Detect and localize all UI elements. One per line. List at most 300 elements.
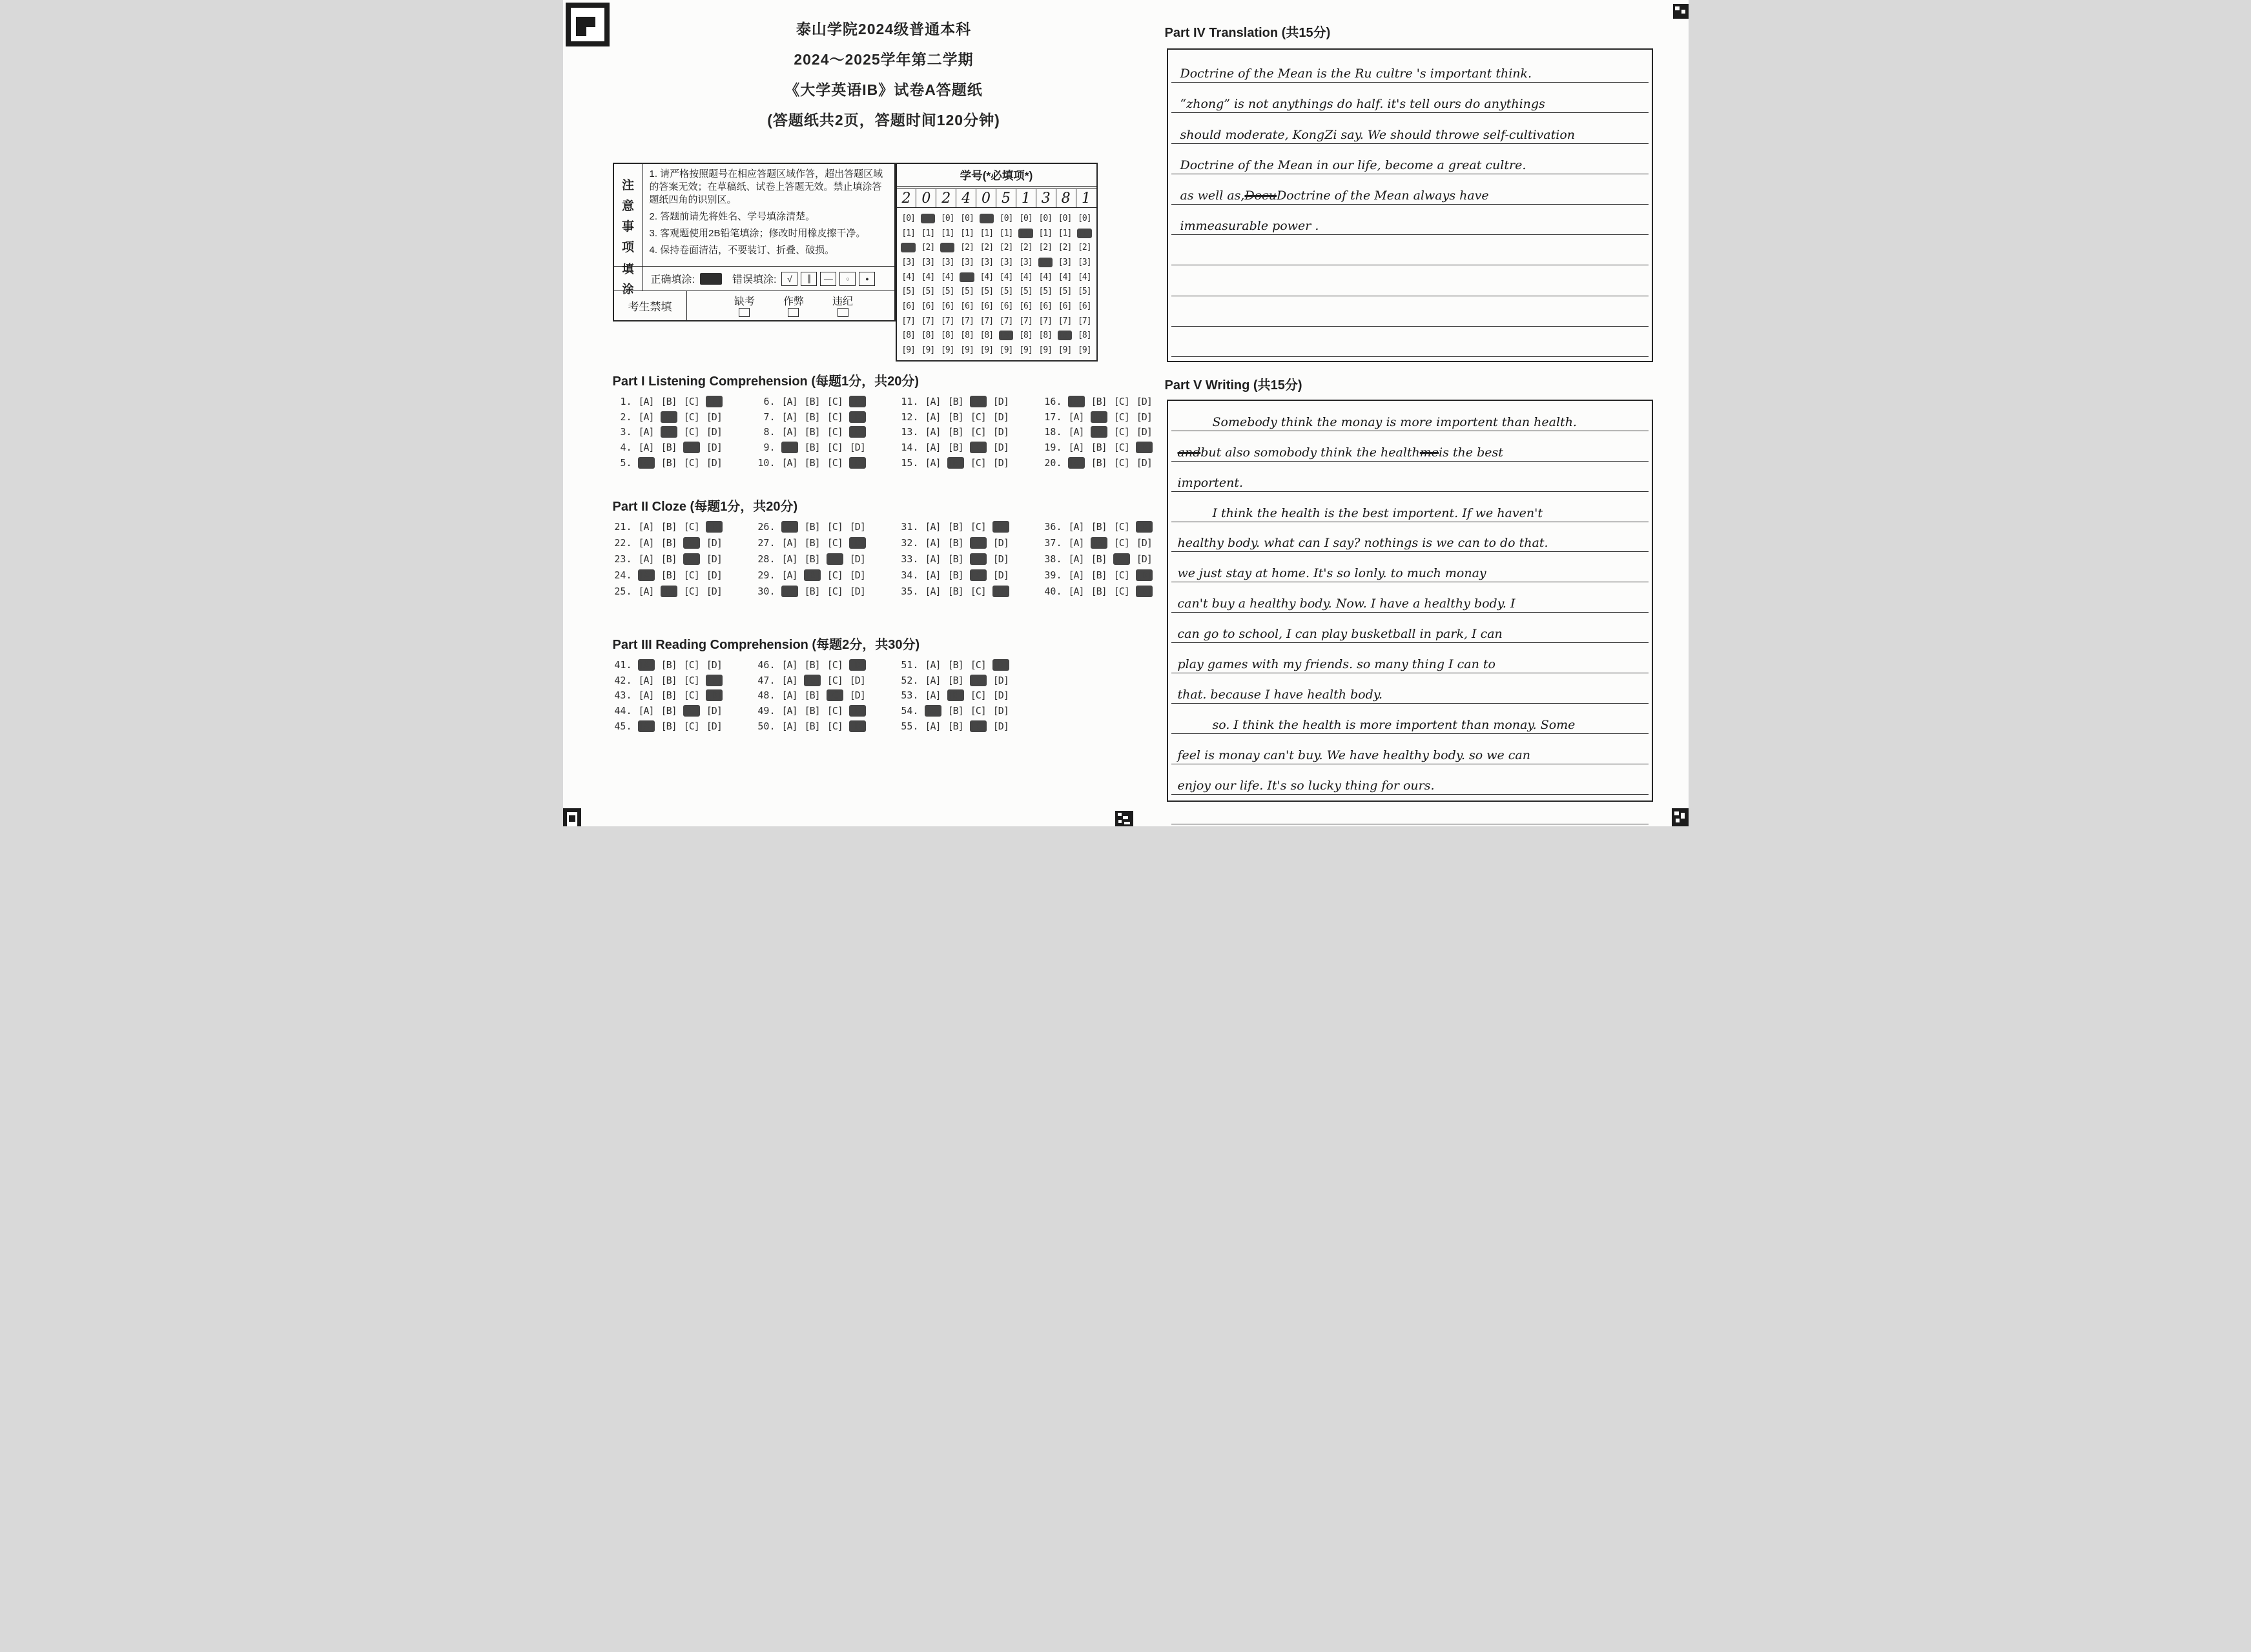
id-bubble: [3] <box>921 257 935 267</box>
answer-option: [A] <box>925 411 941 423</box>
answer-option: [B] <box>1091 553 1107 565</box>
answer-option: [A] <box>1068 553 1084 565</box>
answer-option: [C] <box>1113 426 1129 438</box>
fill-label-char: 涂 <box>622 283 634 296</box>
id-bubble: [4] <box>941 272 954 282</box>
id-bubble: [5] <box>1038 287 1052 297</box>
question-row <box>1043 553 1186 569</box>
answer-option: [A] <box>925 586 941 597</box>
question-number: 42. <box>614 674 632 686</box>
id-bubble-filled: [0] <box>980 213 994 223</box>
answer-option: [A] <box>925 674 941 686</box>
answer-option-filled: [A] <box>781 442 797 454</box>
writing-line <box>1171 643 1649 673</box>
answer-option: [D] <box>992 426 1009 438</box>
id-bubble: [9] <box>1019 345 1033 356</box>
answer-option: [B] <box>661 537 677 549</box>
answer-option-filled: [C] <box>970 569 986 581</box>
id-bubble: [6] <box>960 301 974 312</box>
exam-title-line: 2024～2025学年第二学期 <box>794 51 974 68</box>
handwritten-struck-word: and <box>1177 445 1201 460</box>
question-number: 29. <box>757 569 776 581</box>
question-row <box>899 586 1043 602</box>
answer-option: [D] <box>1136 396 1152 407</box>
answer-option: [C] <box>1113 411 1129 423</box>
answer-option: [B] <box>1091 456 1107 469</box>
notice-label-char: 注 <box>621 178 634 192</box>
question-number: 39. <box>1044 569 1062 581</box>
handwritten-text: Doctrine of the Mean is the Ru cultre 's important think. <box>1180 66 1532 81</box>
student-id-digit: 8 <box>1061 190 1071 207</box>
id-bubble: [5] <box>1078 287 1091 297</box>
id-bubble: [8] <box>1078 331 1091 341</box>
question-number: 4. <box>620 442 632 454</box>
answer-option-filled: [D] <box>706 396 722 407</box>
answer-column <box>1043 396 1186 472</box>
candidate-forbidden-row <box>614 291 894 320</box>
id-bubble: [7] <box>921 316 935 326</box>
answer-column <box>756 521 899 602</box>
answer-option: [B] <box>804 521 820 533</box>
question-number: 8. <box>763 426 776 438</box>
question-number: 11. <box>901 396 919 407</box>
section-title: Part I Listening Comprehension (每题1分，共20分) <box>612 374 920 389</box>
answer-option: [A] <box>638 521 654 533</box>
answer-option: [C] <box>683 689 699 702</box>
question-row <box>756 537 899 553</box>
id-bubble: [7] <box>1078 316 1091 326</box>
answer-option: [D] <box>992 411 1009 423</box>
answer-option-filled: [B] <box>1091 537 1107 549</box>
wrong-fill-caption: 错误填涂: <box>732 274 777 285</box>
answer-option: [A] <box>638 689 654 702</box>
answer-option: [B] <box>947 442 963 454</box>
notice-item: 2. 答题前请先将姓名、学号填涂清楚。 <box>649 211 816 222</box>
id-bubble: [7] <box>1058 316 1072 326</box>
translation-line <box>1171 113 1649 143</box>
id-bubble: [3] <box>980 257 994 267</box>
id-bubble: [0] <box>901 213 915 223</box>
question-number: 51. <box>901 659 919 671</box>
id-bubble: [7] <box>1038 316 1052 326</box>
id-bubble-filled: [8] <box>1058 331 1072 341</box>
question-row <box>613 396 756 411</box>
notice-label-char: 事 <box>621 219 634 234</box>
id-bubble: [1] <box>1058 228 1072 238</box>
answer-option: [D] <box>992 569 1009 581</box>
answer-option: [A] <box>781 396 797 407</box>
question-row <box>756 569 899 586</box>
student-id-written-cell <box>1056 189 1076 207</box>
question-number: 40. <box>1044 586 1062 597</box>
id-bubble: [1] <box>980 228 994 238</box>
answer-option-filled: [A] <box>638 456 654 469</box>
answer-option: [B] <box>1091 521 1107 533</box>
question-number: 22. <box>614 537 632 549</box>
answer-option: [B] <box>947 569 963 581</box>
answer-option: [B] <box>947 537 963 549</box>
forbid-option <box>734 293 755 317</box>
answer-option: [A] <box>638 553 654 565</box>
answer-option: [D] <box>849 586 865 597</box>
id-bubble: [8] <box>960 331 974 341</box>
handwritten-struck-word: Docu <box>1244 188 1277 203</box>
question-row <box>899 457 1043 473</box>
answer-option-filled: [C] <box>970 720 986 732</box>
id-bubble: [3] <box>960 257 974 267</box>
id-bubble: [7] <box>1019 316 1033 326</box>
question-row <box>613 537 756 553</box>
wrong-fill-mark-glyph: — <box>823 273 833 284</box>
answer-option: [A] <box>1068 442 1084 454</box>
question-number: 7. <box>763 411 776 423</box>
id-bubble: [6] <box>980 301 994 312</box>
answer-option: [B] <box>661 396 677 407</box>
forbid-checkbox <box>788 308 799 317</box>
student-id-written-cell <box>1016 189 1036 207</box>
id-bubble: [7] <box>960 316 974 326</box>
handwritten-text: Doctrine of the Mean in our life, become a great cultre. <box>1180 158 1526 172</box>
id-bubble: [8] <box>901 331 915 341</box>
answer-option: [A] <box>1068 411 1084 423</box>
question-number: 13. <box>901 426 919 438</box>
answer-option: [B] <box>1091 396 1107 407</box>
answer-option: [D] <box>706 553 722 565</box>
id-bubble: [9] <box>960 345 974 356</box>
student-id-written-cell <box>956 189 976 207</box>
answer-option: [C] <box>827 426 843 438</box>
question-number: 26. <box>757 521 776 533</box>
notice-item: 1. 请严格按照题号在相应答题区域作答，超出答题区域的答案无效；在草稿纸、试卷上答题无效。禁止填涂答题纸四角的识别区。 <box>649 168 883 205</box>
question-row <box>899 659 1043 675</box>
answer-option: [C] <box>970 456 986 469</box>
question-row <box>613 586 756 602</box>
handwritten-text: “zhong” is not anythings do half. it's tell ours do anythings <box>1180 97 1545 112</box>
answer-option-filled: [A] <box>638 720 654 732</box>
student-id-digit: 1 <box>1021 190 1031 207</box>
answer-option: [A] <box>1068 426 1084 438</box>
answer-option-filled: [A] <box>1068 396 1084 407</box>
answer-option: [D] <box>1136 426 1152 438</box>
question-number: 43. <box>614 689 632 702</box>
question-row <box>899 689 1043 705</box>
question-row <box>756 521 899 537</box>
id-bubble: [0] <box>1058 213 1072 223</box>
handwritten-text: that. because I have health body. <box>1177 687 1382 702</box>
answer-option: [B] <box>947 705 963 717</box>
question-number: 54. <box>901 705 919 717</box>
answer-option: [A] <box>925 521 941 533</box>
answer-option: [C] <box>683 674 699 686</box>
answer-option-filled: [B] <box>804 674 820 686</box>
question-row <box>756 442 899 457</box>
question-number: 1. <box>620 396 632 407</box>
handwritten-text: feel is monay can't buy. We have healthy body. so we can <box>1177 748 1531 762</box>
fill-example-row <box>614 263 894 296</box>
id-bubble: [8] <box>921 331 935 341</box>
answer-option: [B] <box>947 586 963 597</box>
id-bubble-filled: [2] <box>941 243 954 253</box>
student-id-digit: 3 <box>1041 190 1051 207</box>
wrong-fill-marks <box>776 272 878 286</box>
writing-line <box>1171 552 1649 582</box>
id-bubble: [4] <box>921 272 935 282</box>
question-row <box>1043 586 1186 602</box>
answer-option: [B] <box>661 720 677 732</box>
student-id-digit: 2 <box>901 190 911 207</box>
id-bubble: [4] <box>1038 272 1052 282</box>
answer-option-filled: [C] <box>1113 553 1129 565</box>
answer-option: [C] <box>683 411 699 423</box>
answer-option-filled: [B] <box>661 586 677 597</box>
answer-column <box>613 396 756 472</box>
notice-label-char: 项 <box>621 240 634 254</box>
answer-option: [B] <box>661 674 677 686</box>
question-row <box>613 553 756 569</box>
wrong-fill-mark-glyph: √ <box>787 273 792 284</box>
handwritten-text: immeasurable power . <box>1180 219 1319 234</box>
id-bubble: [2] <box>980 243 994 253</box>
handwritten-text: healthy body. what can I say? nothings is we can to do that. <box>1177 536 1548 551</box>
id-bubble: [6] <box>1078 301 1091 312</box>
answer-option: [C] <box>827 720 843 732</box>
answer-option: [B] <box>804 720 820 732</box>
handwritten-text: we just stay at home. It's so lonly. to much monay <box>1177 566 1486 581</box>
id-bubble: [9] <box>901 345 915 356</box>
id-bubble: [2] <box>999 243 1013 253</box>
handwritten-text: I think the health is the best importent. If we haven't <box>1212 505 1543 520</box>
answer-option: [B] <box>804 396 820 407</box>
question-number: 47. <box>757 674 776 686</box>
answer-column <box>756 659 899 735</box>
answer-option: [D] <box>849 521 865 533</box>
answer-option: [A] <box>781 720 797 732</box>
answer-option-filled: [C] <box>683 553 699 565</box>
translation-section-title: Part IV Translation (共15分) <box>1164 26 1331 40</box>
answer-option-filled: [B] <box>947 689 963 702</box>
answer-option-filled: [C] <box>970 553 986 565</box>
notice-label <box>614 164 643 266</box>
answer-option-filled: [C] <box>683 705 699 717</box>
handwritten-text: enjoy our life. It's so lucky thing for ours. <box>1177 778 1435 793</box>
question-number: 9. <box>763 442 776 454</box>
question-number: 2. <box>620 411 632 423</box>
notice-items <box>643 164 894 266</box>
question-number: 15. <box>901 456 919 469</box>
section-cloze <box>613 496 1186 602</box>
answer-option: [D] <box>1136 537 1152 549</box>
translation-line <box>1171 265 1649 296</box>
handwritten-text: importent. <box>1177 475 1244 490</box>
answer-option: [D] <box>849 569 865 581</box>
answer-option: [B] <box>661 689 677 702</box>
answer-option: [A] <box>1068 521 1084 533</box>
position-marker-top-left-icon <box>566 3 610 46</box>
answer-option: [A] <box>638 442 654 454</box>
question-row <box>613 411 756 427</box>
student-id-digit: 0 <box>921 190 931 207</box>
id-bubble: [5] <box>901 287 915 297</box>
writing-box <box>1167 400 1653 802</box>
answer-option: [C] <box>683 569 699 581</box>
answer-option: [B] <box>661 569 677 581</box>
answer-option-filled: [D] <box>849 426 865 438</box>
answer-option: [D] <box>992 674 1009 686</box>
position-marker-top-right-icon <box>1673 4 1689 19</box>
id-bubble: [5] <box>1058 287 1072 297</box>
id-bubble: [3] <box>941 257 954 267</box>
question-number: 18. <box>1044 426 1062 438</box>
id-bubble: [7] <box>980 316 994 326</box>
student-id-written-cell <box>897 189 917 207</box>
forbid-option-label: 作弊 <box>783 296 804 307</box>
answer-option: [D] <box>849 674 865 686</box>
id-bubble: [6] <box>1019 301 1033 312</box>
answer-option: [D] <box>706 442 722 454</box>
student-id-bubble-grid <box>897 208 1096 360</box>
question-number: 45. <box>614 720 632 732</box>
question-number: 37. <box>1044 537 1062 549</box>
answer-option: [A] <box>781 411 797 423</box>
writing-line <box>1171 704 1649 734</box>
answer-option-filled: [D] <box>706 689 722 702</box>
id-bubble: [5] <box>1019 287 1033 297</box>
notice-row <box>614 164 894 267</box>
question-row <box>613 569 756 586</box>
answer-option: [C] <box>827 659 843 671</box>
answer-option: [C] <box>1113 396 1129 407</box>
question-number: 20. <box>1044 456 1062 469</box>
question-number: 44. <box>614 705 632 717</box>
notice-item: 3. 客观题使用2B铅笔填涂；修改时用橡皮擦干净。 <box>649 228 866 239</box>
answer-option: [B] <box>804 456 820 469</box>
answer-option: [A] <box>638 426 654 438</box>
student-id-digit: 2 <box>941 190 951 207</box>
exam-title-line: 《大学英语IB》试卷A答题纸 <box>785 81 983 98</box>
question-number: 33. <box>901 553 919 565</box>
id-bubble-filled: [2] <box>901 243 915 253</box>
answer-option-filled: [C] <box>970 537 986 549</box>
id-bubble-filled: [3] <box>1038 257 1052 267</box>
writing-line <box>1171 613 1649 643</box>
question-row <box>613 521 756 537</box>
wrong-fill-mark-glyph: ● <box>865 275 869 282</box>
id-bubble: [1] <box>960 228 974 238</box>
answer-option-filled: [D] <box>849 411 865 423</box>
section-title: Part III Reading Comprehension (每题2分，共30分) <box>612 638 920 652</box>
question-number: 12. <box>901 411 919 423</box>
id-bubble: [2] <box>1078 243 1091 253</box>
id-bubble: [4] <box>1019 272 1033 282</box>
wrong-fill-mark-glyph: ○ <box>846 275 850 282</box>
forbidden-label: 考生禁填 <box>614 291 687 320</box>
question-number: 41. <box>614 659 632 671</box>
answer-option-filled: [D] <box>992 659 1009 671</box>
answer-option: [B] <box>947 411 963 423</box>
answer-option: [B] <box>1091 442 1107 454</box>
answer-option: [C] <box>827 569 843 581</box>
id-bubble: [8] <box>980 331 994 341</box>
answer-option-filled: [B] <box>804 569 820 581</box>
question-row <box>613 457 756 473</box>
answer-option-filled: [C] <box>683 537 699 549</box>
answer-option: [D] <box>992 720 1009 732</box>
answer-option: [B] <box>804 537 820 549</box>
writing-line <box>1171 795 1649 825</box>
answer-option: [D] <box>992 689 1009 702</box>
answer-option: [A] <box>781 553 797 565</box>
answer-option-filled: [C] <box>970 442 986 454</box>
answer-option: [A] <box>638 537 654 549</box>
id-bubble: [8] <box>1019 331 1033 341</box>
fill-label-char: 填 <box>622 263 634 276</box>
question-row <box>899 553 1043 569</box>
question-row <box>899 569 1043 586</box>
student-id-written-cell <box>976 189 996 207</box>
answer-option: [A] <box>925 659 941 671</box>
question-row <box>613 720 756 736</box>
answer-option-filled: [C] <box>827 553 843 565</box>
answer-option: [D] <box>992 705 1009 717</box>
question-row <box>899 396 1043 411</box>
question-row <box>613 659 756 675</box>
answer-option: [D] <box>706 426 722 438</box>
question-row <box>756 659 899 675</box>
id-bubble: [9] <box>980 345 994 356</box>
id-bubble: [9] <box>1038 345 1052 356</box>
answer-option: [D] <box>992 456 1009 469</box>
answer-option-filled: [C] <box>683 442 699 454</box>
answer-option-filled: [B] <box>661 411 677 423</box>
answer-option-filled: [D] <box>1136 569 1152 581</box>
id-bubble: [5] <box>980 287 994 297</box>
question-row <box>756 586 899 602</box>
answer-option: [C] <box>827 537 843 549</box>
id-bubble: [5] <box>921 287 935 297</box>
answer-column <box>899 396 1043 472</box>
answer-option: [C] <box>970 659 986 671</box>
question-row <box>899 411 1043 427</box>
answer-option: [D] <box>706 705 722 717</box>
question-row <box>613 675 756 690</box>
answer-option-filled: [D] <box>849 720 865 732</box>
answer-option: [C] <box>683 720 699 732</box>
id-bubble: [5] <box>999 287 1013 297</box>
writing-line <box>1171 582 1649 613</box>
answer-option: [D] <box>849 553 865 565</box>
wrong-fill-mark-box <box>839 272 856 286</box>
answer-option: [A] <box>925 553 941 565</box>
answer-option: [C] <box>683 521 699 533</box>
answer-option: [A] <box>638 674 654 686</box>
answer-option: [C] <box>827 396 843 407</box>
question-number: 19. <box>1044 442 1062 454</box>
section-listening <box>613 371 1186 472</box>
id-bubble: [4] <box>1058 272 1072 282</box>
answer-option-filled: [C] <box>970 396 986 407</box>
id-bubble: [3] <box>1078 257 1091 267</box>
answer-option: [B] <box>947 674 963 686</box>
answer-option-filled: [D] <box>1136 521 1152 533</box>
writing-line <box>1171 462 1649 492</box>
wrong-fill-mark-glyph: ∥ <box>807 273 812 283</box>
student-id-digit: 1 <box>1082 190 1091 207</box>
answer-option: [A] <box>925 426 941 438</box>
id-bubble: [1] <box>1038 228 1052 238</box>
id-bubble: [1] <box>999 228 1013 238</box>
marker-blob <box>569 815 575 822</box>
answer-option: [B] <box>1091 569 1107 581</box>
